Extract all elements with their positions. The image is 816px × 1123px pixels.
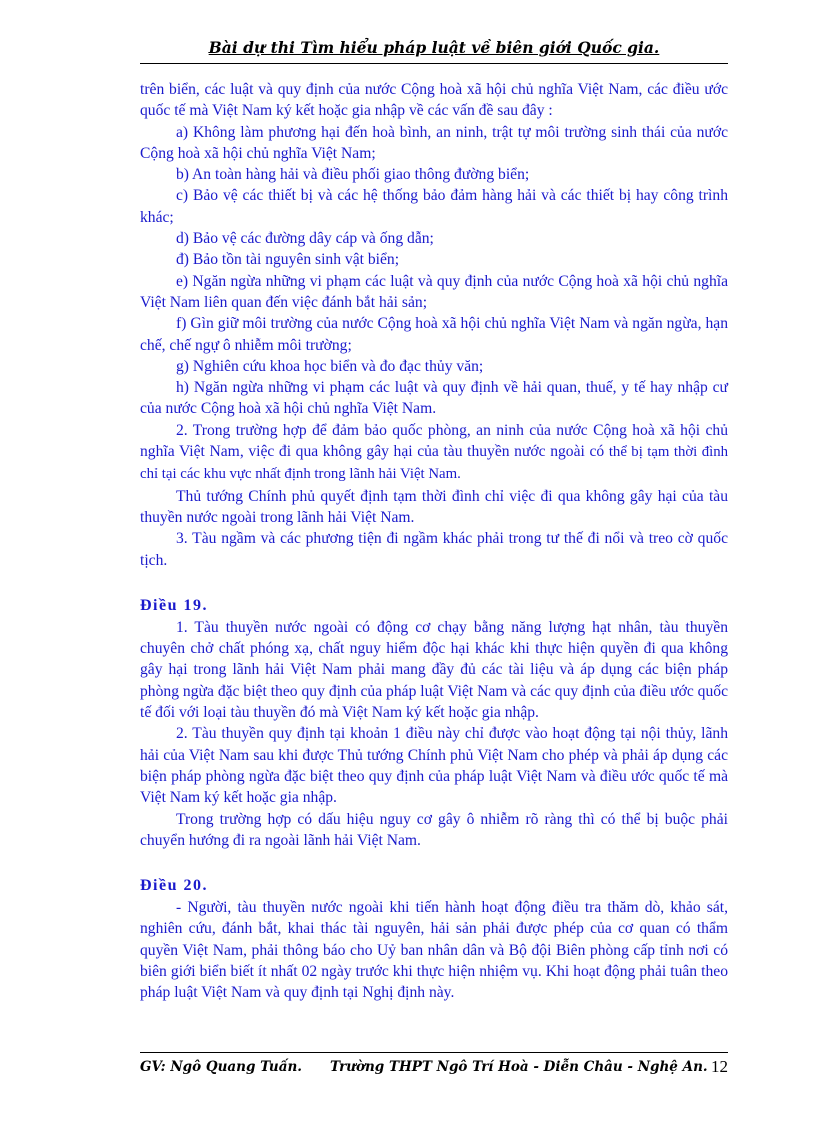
header-rule bbox=[140, 63, 728, 64]
footer-teacher: GV: Ngô Quang Tuấn. bbox=[140, 1059, 302, 1075]
footer-school: Trường THPT Ngô Trí Hoà - Diễn Châu - Nghệ An. bbox=[330, 1059, 708, 1075]
paragraph-2 bbox=[140, 420, 728, 486]
list-item-d: d) Bảo vệ các đường dây cáp và ống dẫn; bbox=[176, 230, 434, 248]
list-item-b: b) An toàn hàng hải và điều phối giao thông đường biển; bbox=[176, 166, 530, 184]
list-item-h: h) Ngăn ngừa những vi phạm các luật và quy định về hải quan, thuế, y tế hay nhập cư của nước Cộng hoà xã hội chủ nghĩa Việt Nam. bbox=[140, 379, 728, 418]
page-header-title: Bài dự thi Tìm hiểu pháp luật về biên giới Quốc gia. bbox=[208, 38, 660, 57]
intro-paragraph: trên biển, các luật và quy định của nước Cộng hoà xã hội chủ nghĩa Việt Nam, các điều ước quốc tế mà Việt Nam ký kết hoặc gia nhập về các vấn đề sau đây : bbox=[140, 81, 728, 120]
list-item-a: a) Không làm phương hại đến hoà bình, an ninh, trật tự môi trường sinh thái của nước Cộng hoà xã hội chủ nghĩa Việt Nam; bbox=[140, 123, 728, 162]
list-item-dd: đ) Bảo tồn tài nguyên sinh vật biển; bbox=[176, 251, 400, 269]
list-item-g: g) Nghiên cứu khoa học biển và đo đạc thủy văn; bbox=[176, 357, 484, 375]
article-19-p2: 2. Tàu thuyền quy định tại khoản 1 điều này chỉ được vào hoạt động tại nội thủy, lãnh hải của Việt Nam sau khi được Thủ tướng Chính phủ Việt Nam cho phép và phải áp dụng các biện pháp phòng ngừa đặc biệt theo quy định của pháp luật Việt Nam và điều ước quốc tế mà Việt Nam ký kết hoặc gia nhập. bbox=[140, 725, 728, 807]
paragraph-2-pm: Thủ tướng Chính phủ quyết định tạm thời đình chỉ việc đi qua không gây hại của tàu thuyền nước ngoài trong lãnh hải Việt Nam. bbox=[140, 487, 728, 526]
article-19-p1: 1. Tàu thuyền nước ngoài có động cơ chạy bằng năng lượng hạt nhân, tàu thuyền chuyên chở chất phóng xạ, chất nguy hiểm độc hại khác khi thực hiện quyền đi qua không gây hại trong lãnh hải Việt Nam phải mang đầy đủ các tài liệu và áp dụng các biện pháp phòng ngừa đặc biệt theo quy định của pháp luật Việt Nam và các quy định của điều ước quốc tế đối với loại tàu thuyền đó mà Việt Nam ký kết hoặc gia nhập. bbox=[140, 618, 728, 722]
page-number: 12 bbox=[711, 1057, 728, 1076]
list-item-e: e) Ngăn ngừa những vi phạm các luật và quy định của nước Cộng hoà xã hội chủ nghĩa Việt Nam liên quan đến việc đánh bắt hải sản; bbox=[140, 272, 728, 311]
list-item-c: c) Bảo vệ các thiết bị và các hệ thống bảo đảm hàng hải và các thiết bị hay công trình khác; bbox=[140, 187, 728, 226]
article-19-heading: Điều 19. bbox=[140, 596, 208, 614]
page-body bbox=[140, 79, 728, 1004]
paragraph-2-tail: thể bị tạm thời đình chỉ tại các khu vực nhất định trong lãnh hải Việt Nam. bbox=[140, 444, 729, 483]
paragraph-2-main: 2. Trong trường hợp để đảm bảo quốc phòng, an ninh của nước Cộng hoà xã hội chủ nghĩa Việt Nam, việc đi qua không gây hại của tàu thuyền nước ngoài có bbox=[140, 421, 728, 461]
article-20-p1: - Người, tàu thuyền nước ngoài khi tiến hành hoạt động điều tra thăm dò, khảo sát, nghiên cứu, đánh bắt, khai thác tài nguyên, hải sản phải được phép của cơ quan có thẩm quyền Việt Nam, phải thông báo cho Uỷ ban nhân dân và Bộ đội Biên phòng cấp tỉnh nơi có biên giới biển biết ít nhất 02 ngày trước khi thực hiện nhiệm vụ. Khi hoạt động phải tuân theo pháp luật Việt Nam và quy định tại Nghị định này. bbox=[140, 899, 728, 1002]
paragraph-3: 3. Tàu ngầm và các phương tiện đi ngầm khác phải trong tư thế đi nổi và treo cờ quốc tịch. bbox=[140, 530, 728, 569]
article-20-heading: Điều 20. bbox=[140, 877, 208, 895]
list-item-f: f) Gìn giữ môi trường của nước Cộng hoà xã hội chủ nghĩa Việt Nam và ngăn ngừa, hạn chế, chế ngự ô nhiễm môi trường; bbox=[140, 315, 728, 354]
article-19-p3: Trong trường hợp có dấu hiệu nguy cơ gây ô nhiễm rõ ràng thì có thể bị buộc phải chuyển hướng đi ra ngoài lãnh hải Việt Nam. bbox=[140, 810, 728, 849]
page-footer bbox=[140, 1052, 728, 1082]
